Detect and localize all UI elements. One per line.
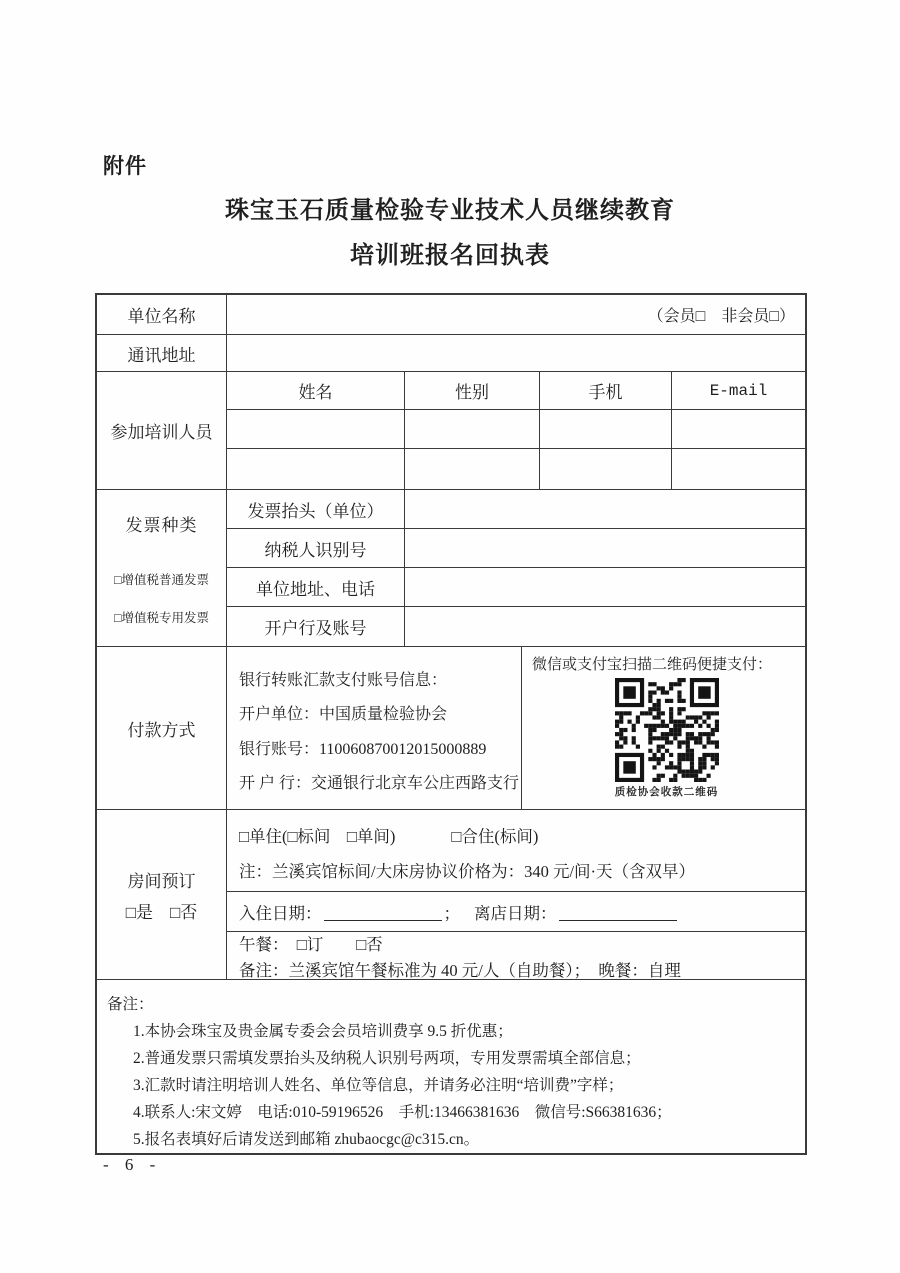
col-header-email: E-mail bbox=[709, 381, 768, 400]
invoice-fields bbox=[227, 490, 805, 646]
checkin-date-label: 入住日期： bbox=[239, 903, 322, 923]
meal-note: 备注：兰溪宾馆午餐标准为 40 元/人（自助餐）； 晚餐：自理 bbox=[239, 960, 681, 980]
bank-transfer-info bbox=[227, 647, 522, 809]
participant-row bbox=[227, 449, 805, 489]
invoice-type-label-cell bbox=[97, 490, 227, 646]
checkout-date-label: 离店日期： bbox=[474, 903, 557, 923]
shared-occupancy-checkbox: □合住(标间) bbox=[451, 827, 539, 847]
title-line-2: 培训班报名回执表 bbox=[350, 242, 550, 269]
unit-address-phone-label: 单位地址、电话 bbox=[227, 568, 405, 606]
participant-name-cell bbox=[227, 449, 405, 489]
room-dates-row bbox=[227, 892, 805, 932]
remarks-label: 备注： bbox=[107, 996, 154, 1013]
lunch-checkboxes: 午餐： □订 □否 bbox=[239, 934, 383, 954]
remarks-cell bbox=[97, 980, 805, 1153]
checkin-date-blank bbox=[324, 903, 442, 921]
participant-mobile-cell bbox=[540, 410, 672, 448]
invoice-field-row bbox=[227, 490, 805, 529]
bank-info-title: 银行转账汇款支付账号信息： bbox=[239, 671, 448, 689]
unit-name-label: 单位名称 bbox=[97, 295, 227, 334]
unit-name-field bbox=[227, 295, 805, 334]
attachment-label: 附件 bbox=[103, 155, 147, 178]
remark-item: 2.普通发票只需填发票抬头及纳税人识别号两项，专用发票需填全部信息； bbox=[133, 1050, 641, 1067]
qr-code bbox=[615, 678, 719, 782]
invoice-field-row bbox=[227, 568, 805, 607]
col-header-name: 姓名 bbox=[227, 372, 405, 409]
lunch-row bbox=[227, 932, 805, 979]
page-number: - 6 - bbox=[103, 1155, 162, 1174]
participants-label: 参加培训人员 bbox=[97, 372, 227, 489]
invoice-type-option-general: □增值税普通发票 bbox=[113, 572, 210, 587]
participant-mobile-cell bbox=[540, 449, 672, 489]
address-field bbox=[227, 335, 805, 371]
unit-address-phone-field bbox=[405, 568, 805, 606]
invoice-type-option-special: □增值税专用发票 bbox=[113, 610, 210, 625]
qr-payment-title: 微信或支付宝扫描二维码便捷支付： bbox=[532, 657, 773, 673]
title-line-1: 珠宝玉石质量检验专业技术人员继续教育 bbox=[225, 197, 675, 224]
taxpayer-id-field bbox=[405, 529, 805, 567]
checkout-date-blank bbox=[559, 903, 677, 921]
document-title bbox=[0, 190, 900, 270]
account-name-line: 开户单位：中国质量检验协会 bbox=[239, 706, 448, 724]
invoice-title-field bbox=[405, 490, 805, 528]
date-separator: ； bbox=[443, 903, 460, 923]
invoice-field-row bbox=[227, 529, 805, 568]
participants-section bbox=[97, 372, 805, 490]
unit-name-row bbox=[97, 295, 805, 335]
single-occupancy-checkboxes: □单住(□标间 □单间) bbox=[239, 827, 396, 847]
col-header-mobile: 手机 bbox=[540, 372, 672, 409]
remark-item: 3.汇款时请注明培训人姓名、单位等信息，并请务必注明“培训费”字样； bbox=[133, 1077, 624, 1094]
bank-account-label: 开户行及账号 bbox=[227, 607, 405, 646]
remark-item: 5.报名表填好后请发送到邮箱 zhubaocgc@c315.cn。 bbox=[133, 1131, 480, 1148]
col-header-gender: 性别 bbox=[405, 372, 540, 409]
participant-name-cell bbox=[227, 410, 405, 448]
remark-item: 4.联系人:宋文婷 电话:010-59196526 手机:13466381636 微信号:S66381636； bbox=[133, 1104, 672, 1121]
hotel-price-note: 注：兰溪宾馆标间/大床房协议价格为：340 元/间·天（含双早） bbox=[239, 861, 696, 881]
participant-email-cell bbox=[672, 410, 805, 448]
participants-grid bbox=[227, 372, 805, 489]
remarks-section bbox=[97, 980, 805, 1153]
address-row bbox=[97, 335, 805, 372]
room-booking-section bbox=[97, 810, 805, 980]
registration-form-table bbox=[95, 293, 807, 1155]
invoice-type-label: 发票种类 bbox=[125, 515, 198, 535]
member-status-checkboxes: （会员□ 非会员□） bbox=[647, 308, 795, 325]
taxpayer-id-label: 纳税人识别号 bbox=[227, 529, 405, 567]
bank-branch-line: 开 户 行：交通银行北京车公庄西路支行 bbox=[239, 775, 520, 793]
account-number-line: 银行账号：110060870012015000889 bbox=[239, 740, 487, 758]
remark-item: 1.本协会珠宝及贵金属专委会会员培训费享 9.5 折优惠； bbox=[133, 1023, 513, 1040]
participant-email-cell bbox=[672, 449, 805, 489]
invoice-field-row bbox=[227, 607, 805, 646]
room-booking-yes-no-checkboxes: □是 □否 bbox=[125, 902, 198, 922]
invoice-section bbox=[97, 490, 805, 647]
room-occupancy-row bbox=[227, 810, 805, 892]
bank-account-field bbox=[405, 607, 805, 646]
room-booking-label: 房间预订 bbox=[127, 871, 196, 891]
payment-method-label: 付款方式 bbox=[97, 647, 227, 809]
participant-row bbox=[227, 410, 805, 449]
invoice-title-label: 发票抬头（单位） bbox=[227, 490, 405, 528]
participant-gender-cell bbox=[405, 410, 540, 448]
payment-section bbox=[97, 647, 805, 810]
address-label: 通讯地址 bbox=[97, 335, 227, 371]
room-booking-label-cell bbox=[97, 810, 227, 979]
participant-gender-cell bbox=[405, 449, 540, 489]
room-booking-fields bbox=[227, 810, 805, 979]
participants-header-row bbox=[227, 372, 805, 410]
qr-payment-area bbox=[522, 647, 805, 809]
qr-caption: 质检协会收款二维码 bbox=[614, 787, 719, 798]
